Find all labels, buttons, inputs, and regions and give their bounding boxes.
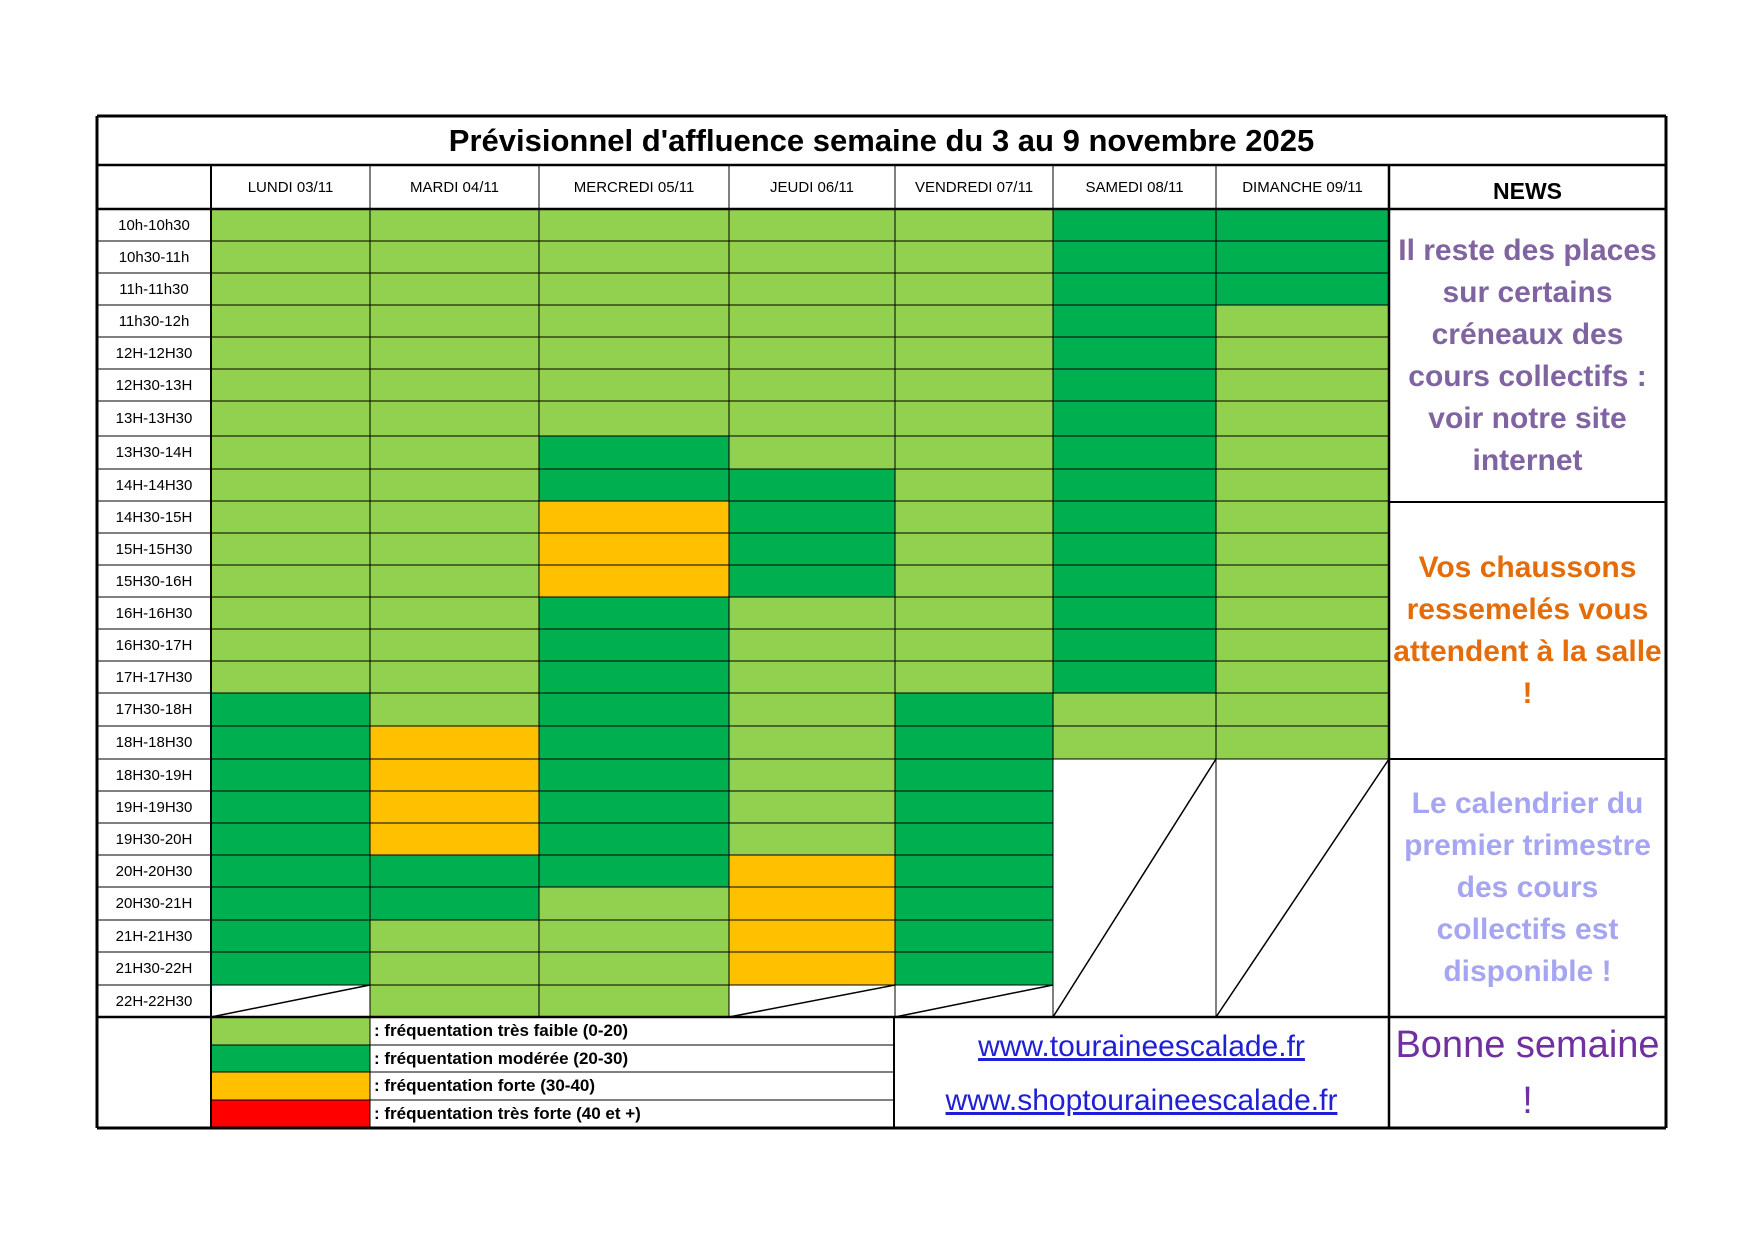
legend-label: : fréquentation forte (30-40) xyxy=(374,1076,596,1095)
schedule-cell xyxy=(539,305,729,337)
schedule-cell xyxy=(1216,401,1389,436)
schedule-cell xyxy=(370,887,539,920)
schedule-cell xyxy=(895,693,1053,726)
page-title: Prévisionnel d'affluence semaine du 3 au 9 novembre 2025 xyxy=(448,122,1315,158)
closing-message: Bonne semaine ! xyxy=(1395,1023,1660,1122)
schedule-cell xyxy=(895,823,1053,855)
schedule-cell xyxy=(211,597,370,629)
news-item-calendrier: Le calendrier du premier trimestre des cours collectifs est disponible ! xyxy=(1404,787,1651,988)
schedule-cell xyxy=(895,337,1053,369)
schedule-cell xyxy=(370,693,539,726)
schedule-cell xyxy=(729,273,895,305)
day-header: SAMEDI 08/11 xyxy=(1085,178,1184,196)
time-slot-label: 11h-11h30 xyxy=(119,280,189,298)
schedule-cell xyxy=(1053,209,1216,241)
schedule-cell xyxy=(1216,661,1389,693)
schedule-cell xyxy=(1053,469,1216,501)
schedule-cell xyxy=(370,985,539,1017)
day-header: LUNDI 03/11 xyxy=(247,178,334,196)
schedule-cell xyxy=(1053,597,1216,629)
schedule-cell xyxy=(539,533,729,565)
schedule-cell xyxy=(370,533,539,565)
schedule-cell xyxy=(211,920,370,952)
schedule-cell xyxy=(539,273,729,305)
schedule-cell xyxy=(895,436,1053,469)
schedule-cell xyxy=(895,726,1053,759)
schedule-cell xyxy=(895,369,1053,401)
schedule-cell xyxy=(211,693,370,726)
schedule-cell xyxy=(370,369,539,401)
schedule-cell xyxy=(895,469,1053,501)
closed-slot-slash xyxy=(895,985,1053,1017)
schedule-cell xyxy=(729,855,895,887)
schedule-cell xyxy=(1053,369,1216,401)
time-slot-label: 10h30-11h xyxy=(118,248,190,266)
day-header: MARDI 04/11 xyxy=(410,178,499,196)
schedule-cell xyxy=(729,952,895,985)
schedule-cell xyxy=(1216,693,1389,726)
schedule-cell xyxy=(1216,369,1389,401)
legend-label: : fréquentation très forte (40 et +) xyxy=(374,1104,641,1123)
time-slot-label: 11h30-12h xyxy=(118,312,190,330)
legend-swatch xyxy=(211,1045,370,1072)
schedule-cell xyxy=(539,369,729,401)
schedule-cell xyxy=(729,209,895,241)
schedule-cell xyxy=(211,855,370,887)
schedule-cell xyxy=(539,565,729,597)
schedule-cell xyxy=(370,241,539,273)
schedule-cell xyxy=(895,661,1053,693)
time-slot-label: 19H30-20H xyxy=(115,830,193,848)
time-slot-label: 17H-17H30 xyxy=(115,668,193,686)
schedule-cell xyxy=(1053,693,1216,726)
schedule-cell xyxy=(1053,273,1216,305)
shop-link[interactable]: www.shoptouraineescalade.fr xyxy=(945,1084,1338,1117)
schedule-cell xyxy=(729,920,895,952)
time-slot-label: 12H30-13H xyxy=(115,376,193,394)
news-header: NEWS xyxy=(1493,177,1562,204)
schedule-cell xyxy=(895,597,1053,629)
schedule-cell xyxy=(895,241,1053,273)
schedule-cell xyxy=(211,401,370,436)
schedule-cell xyxy=(1216,629,1389,661)
schedule-cell xyxy=(539,436,729,469)
schedule-cell xyxy=(729,726,895,759)
legend-swatch xyxy=(211,1072,370,1100)
schedule-cell xyxy=(211,305,370,337)
schedule-cell xyxy=(370,273,539,305)
day-header: JEUDI 06/11 xyxy=(770,178,854,196)
schedule-cell xyxy=(1053,661,1216,693)
time-slot-label: 13H30-14H xyxy=(115,444,193,461)
schedule-cell xyxy=(370,401,539,436)
schedule-cell xyxy=(729,501,895,533)
schedule-cell xyxy=(1053,533,1216,565)
schedule-cell xyxy=(211,823,370,855)
schedule-cell xyxy=(211,565,370,597)
time-slot-label: 14H-14H30 xyxy=(115,476,193,494)
schedule-cell xyxy=(1216,305,1389,337)
time-slot-label: 14H30-15H xyxy=(115,508,193,526)
schedule-cell xyxy=(1053,401,1216,436)
schedule-cell xyxy=(1216,565,1389,597)
schedule-cell xyxy=(370,469,539,501)
schedule-cell xyxy=(370,209,539,241)
schedule-cell xyxy=(895,533,1053,565)
schedule-cell xyxy=(211,241,370,273)
schedule-cell xyxy=(370,436,539,469)
schedule-cell xyxy=(370,565,539,597)
schedule-cell xyxy=(539,823,729,855)
closed-slot-slash xyxy=(211,985,370,1017)
schedule-cell xyxy=(895,791,1053,823)
schedule-cell xyxy=(539,726,729,759)
time-slot-label: 10h-10h30 xyxy=(118,216,190,234)
schedule-cell xyxy=(1053,629,1216,661)
day-header: DIMANCHE 09/11 xyxy=(1242,178,1363,196)
schedule-cell xyxy=(895,887,1053,920)
schedule-cell xyxy=(370,597,539,629)
schedule-cell xyxy=(211,337,370,369)
schedule-cell xyxy=(211,629,370,661)
time-slot-label: 20H30-21H xyxy=(115,895,193,912)
legend-swatch xyxy=(211,1017,370,1045)
schedule-cell xyxy=(729,436,895,469)
schedule-cell xyxy=(729,661,895,693)
schedule-cell xyxy=(1053,726,1216,759)
schedule-cell xyxy=(729,887,895,920)
time-slot-label: 12H-12H30 xyxy=(115,344,193,362)
schedule-cell xyxy=(1216,436,1389,469)
schedule-cell xyxy=(211,791,370,823)
schedule-cell xyxy=(729,629,895,661)
legend-swatch xyxy=(211,1100,370,1128)
schedule-cell xyxy=(370,501,539,533)
schedule-cell xyxy=(895,855,1053,887)
schedule-cell xyxy=(1216,337,1389,369)
schedule-cell xyxy=(895,920,1053,952)
schedule-cell xyxy=(539,501,729,533)
schedule-cell xyxy=(539,791,729,823)
schedule-cell xyxy=(211,952,370,985)
schedule-cell xyxy=(1053,501,1216,533)
schedule-cell xyxy=(895,209,1053,241)
website-link[interactable]: www.touraineescalade.fr xyxy=(978,1030,1305,1063)
time-slot-label: 19H-19H30 xyxy=(115,798,193,816)
time-slot-label: 22H-22H30 xyxy=(115,992,193,1010)
schedule-cell xyxy=(1053,436,1216,469)
schedule-cell xyxy=(895,565,1053,597)
schedule-cell xyxy=(729,759,895,791)
schedule-cell xyxy=(895,952,1053,985)
schedule-cell xyxy=(1216,501,1389,533)
schedule-cell xyxy=(539,985,729,1017)
schedule-cell xyxy=(370,920,539,952)
schedule-cell xyxy=(370,661,539,693)
time-slot-label: 21H30-22H xyxy=(115,960,193,977)
schedule-cell xyxy=(539,629,729,661)
time-slot-label: 16H-16H30 xyxy=(115,604,193,622)
time-slot-label: 15H30-16H xyxy=(115,572,193,590)
schedule-cell xyxy=(211,436,370,469)
schedule-cell xyxy=(1053,565,1216,597)
schedule-cell xyxy=(1216,597,1389,629)
time-slot-label: 18H30-19H xyxy=(115,766,193,784)
schedule-cell xyxy=(895,305,1053,337)
schedule-cell xyxy=(211,273,370,305)
schedule-cell xyxy=(539,952,729,985)
schedule-cell xyxy=(729,369,895,401)
schedule-cell xyxy=(370,629,539,661)
schedule-cell xyxy=(729,693,895,726)
schedule-cell xyxy=(895,401,1053,436)
time-slot-label: 17H30-18H xyxy=(115,701,193,718)
schedule-cell xyxy=(895,759,1053,791)
schedule-cell xyxy=(370,337,539,369)
closed-block-slash xyxy=(1053,759,1216,1017)
schedule-cell xyxy=(1216,241,1389,273)
schedule-cell xyxy=(539,469,729,501)
schedule-cell xyxy=(539,661,729,693)
time-slot-label: 16H30-17H xyxy=(115,636,193,654)
schedule-cell xyxy=(539,401,729,436)
schedule-cell xyxy=(729,337,895,369)
schedule-cell xyxy=(539,920,729,952)
schedule-cell xyxy=(211,887,370,920)
schedule-cell xyxy=(729,791,895,823)
schedule-cell xyxy=(539,855,729,887)
news-item-chaussons: Vos chaussons ressemelés vous attendent à la salle ! xyxy=(1393,550,1662,710)
legend-label: : fréquentation très faible (0-20) xyxy=(374,1021,629,1040)
schedule-cell xyxy=(539,241,729,273)
schedule-cell xyxy=(370,759,539,791)
schedule-cell xyxy=(539,597,729,629)
time-slot-label: 15H-15H30 xyxy=(115,540,193,558)
day-header: MERCREDI 05/11 xyxy=(573,178,695,196)
day-header: VENDREDI 07/11 xyxy=(914,178,1034,196)
schedule-cell xyxy=(1216,533,1389,565)
schedule-cell xyxy=(1216,469,1389,501)
schedule-cell xyxy=(539,209,729,241)
schedule-cell xyxy=(729,533,895,565)
schedule-cell xyxy=(370,726,539,759)
time-slot-label: 13H-13H30 xyxy=(115,410,193,427)
legend-label: : fréquentation modérée (20-30) xyxy=(374,1048,629,1068)
schedule-cell xyxy=(370,305,539,337)
schedule-cell xyxy=(370,791,539,823)
schedule-cell xyxy=(729,823,895,855)
schedule-cell xyxy=(729,305,895,337)
schedule-cell xyxy=(211,726,370,759)
schedule-cell xyxy=(211,501,370,533)
schedule-cell xyxy=(211,759,370,791)
schedule-cell xyxy=(729,241,895,273)
schedule-cell xyxy=(211,469,370,501)
time-slot-label: 20H-20H30 xyxy=(115,862,193,880)
schedule-cell xyxy=(211,369,370,401)
closed-slot-slash xyxy=(729,985,895,1017)
closed-block-slash xyxy=(1216,759,1389,1017)
schedule-cell xyxy=(1216,209,1389,241)
schedule-cell xyxy=(211,209,370,241)
schedule-cell xyxy=(539,887,729,920)
schedule-cell xyxy=(211,661,370,693)
schedule-cell xyxy=(370,823,539,855)
schedule-cell xyxy=(370,855,539,887)
schedule-cell xyxy=(1053,337,1216,369)
schedule-cell xyxy=(895,629,1053,661)
schedule-cell xyxy=(729,401,895,436)
schedule-cell xyxy=(211,533,370,565)
schedule-cell xyxy=(729,469,895,501)
schedule-cell xyxy=(895,273,1053,305)
schedule-cell xyxy=(539,693,729,726)
schedule-cell xyxy=(539,337,729,369)
schedule-cell xyxy=(1053,241,1216,273)
schedule-cell xyxy=(1216,273,1389,305)
news-item-places: Il reste des places sur certains créneaux des cours collectifs : voir notre site internet xyxy=(1398,233,1657,477)
schedule-cell xyxy=(539,759,729,791)
time-slot-label: 18H-18H30 xyxy=(115,734,193,751)
schedule-cell xyxy=(729,565,895,597)
schedule-cell xyxy=(1053,305,1216,337)
schedule-cell xyxy=(1216,726,1389,759)
time-slot-label: 21H-21H30 xyxy=(115,927,193,945)
schedule-cell xyxy=(729,597,895,629)
schedule-cell xyxy=(370,952,539,985)
schedule-cell xyxy=(895,501,1053,533)
